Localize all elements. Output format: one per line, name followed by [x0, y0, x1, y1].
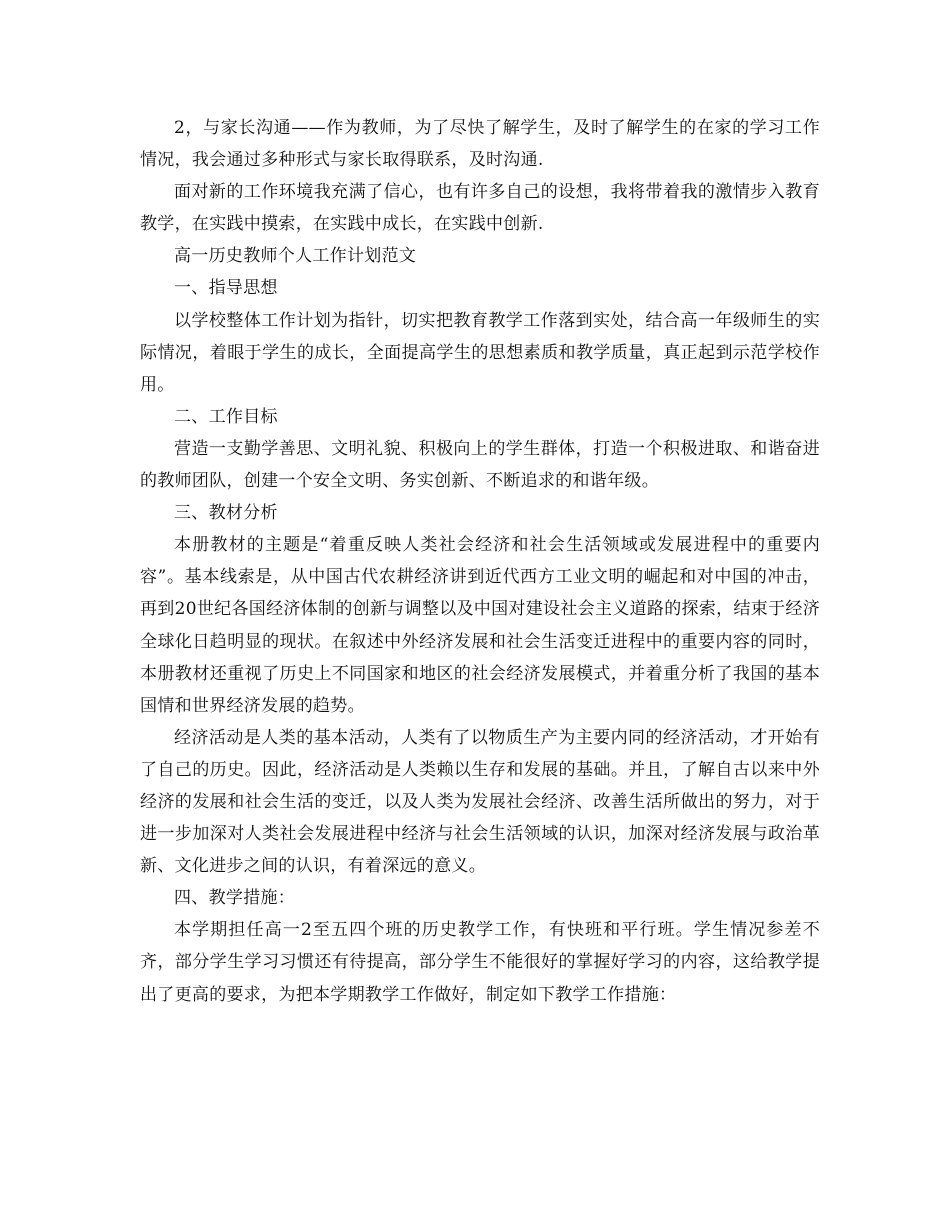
section-heading-textbook-analysis: 三、教材分析 [174, 503, 278, 524]
paragraph-work-goals: 营造一支勤学善思、文明礼貌、积极向上的学生群体，打造一个积极进取、和谐奋进的教师团队，创建一个安全文明、务实创新、不断追求的和谐年级。 [140, 438, 820, 492]
document-body [140, 112, 820, 1011]
section-heading-work-goals: 二、工作目标 [174, 406, 278, 427]
paragraph-parent-communication: 2，与家长沟通——作为教师，为了尽快了解学生，及时了解学生的在家的学习工作情况，我会通过多种形式与家长取得联系，及时沟通. [140, 118, 820, 171]
document-title: 高一历史教师个人工作计划范文 [174, 246, 417, 267]
paragraph-guiding-thought: 以学校整体工作计划为指针，切实把教育教学工作落到实处，结合高一年级师生的实际情况，着眼于学生的成长，全面提高学生的思想素质和教学质量，真正起到示范学校作用。 [140, 310, 820, 395]
paragraph-teaching-measures: 本学期担任高一2至五四个班的历史教学工作，有快班和平行班。学生情况参差不齐，部分学生学习习惯还有待提高，部分学生不能很好的掌握好学习的内容，这给教学提出了更高的要求，为把本学期教学工作做好，制定如下教学工作措施： [140, 920, 820, 1005]
paragraph-economic-activity: 经济活动是人类的基本活动，人类有了以物质生产为主要内同的经济活动，才开始有了自己的历史。因此，经济活动是人类赖以生存和发展的基础。并且，了解自古以来中外经济的发展和社会生活的变迁，以及人类为发展社会经济、改善生活所做出的努力，对于进一步加深对人类社会发展进程中经济与社会生活领域的认识，加深对经济发展与政治革新、文化进步之间的认识，有着深远的意义。 [140, 727, 820, 877]
section-heading-teaching-measures: 四、教学措施： [174, 888, 296, 909]
paragraph-textbook-analysis: 本册教材的主题是“着重反映人类社会经济和社会生活领域或发展进程中的重要内容”。基本线索是，从中国古代农耕经济讲到近代西方工业文明的崛起和对中国的冲击，再到20世纪各国经济体制的创新与调整以及中国对建设社会主义道路的探索，结束于经济全球化日趋明显的现状。在叙述中外经济发展和社会生活变迁进程中的重要内容的同时，本册教材还重视了历史上不同国家和地区的社会经济发展模式，并着重分析了我国的基本国情和世界经济发展的趋势。 [140, 535, 820, 716]
section-heading-guiding-thought: 一、指导思想 [174, 278, 278, 299]
paragraph-confidence: 面对新的工作环境我充满了信心，也有许多自己的设想，我将带着我的激情步入教育教学，在实践中摸索，在实践中成长，在实践中创新. [140, 182, 820, 235]
